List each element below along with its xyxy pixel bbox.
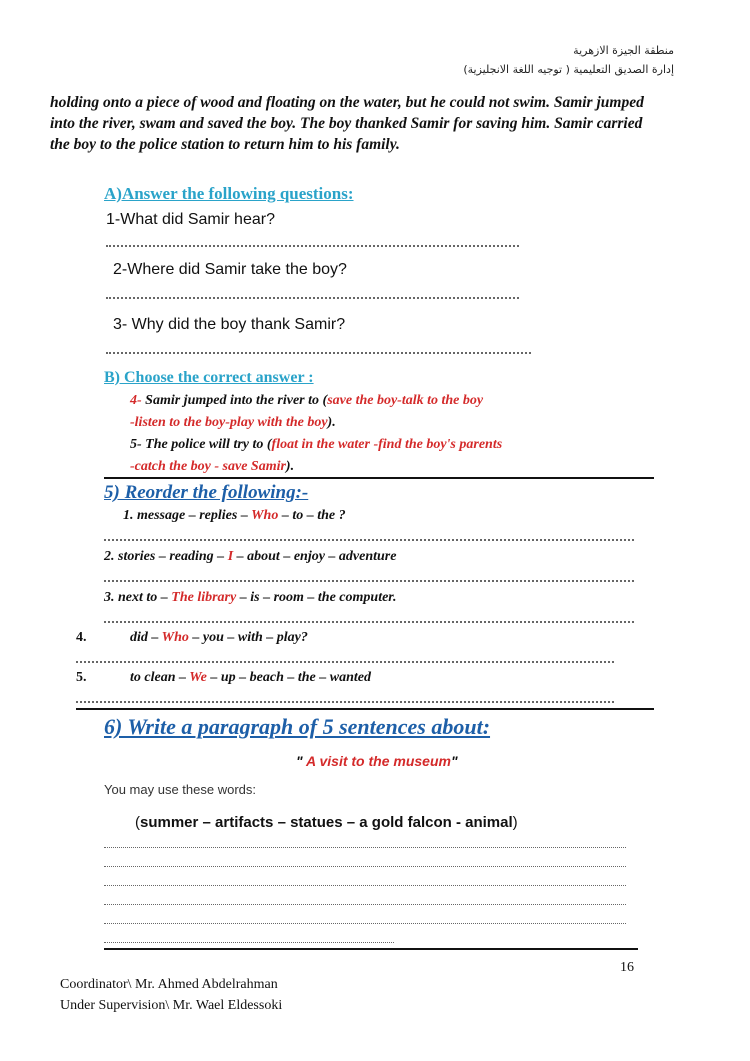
reorder-words: did –: [130, 630, 162, 645]
reorder-answer-line-2[interactable]: [104, 580, 634, 582]
question-1: 1-What did Samir hear?: [106, 211, 275, 228]
writing-line-5[interactable]: [104, 923, 626, 924]
paragraph-topic: [296, 753, 458, 769]
word-bank: [135, 814, 518, 831]
reorder-number-3: 3.: [104, 590, 115, 605]
q5-options-a: float in the water -find the boy's parents: [271, 437, 503, 452]
writing-line-2[interactable]: [104, 866, 626, 867]
reorder-words: – about – enjoy – adventure: [233, 549, 397, 564]
reorder-words: message – replies –: [137, 508, 252, 523]
reorder-answer-line-4[interactable]: [76, 661, 614, 663]
section-divider-5: [76, 708, 654, 710]
reorder-item-5: [130, 670, 371, 686]
reorder-words: – to – the ?: [278, 508, 346, 523]
q5-number: 5-: [130, 437, 142, 452]
footer-supervision: Under Supervision\ Mr. Wael Eldessoki: [60, 998, 283, 1013]
reorder-words: – you – with – play?: [188, 630, 308, 645]
story-paragraph: holding onto a piece of wood and floating on the water, but he could not swim. Samir jumped into the river, swam and saved the boy. The boy thanked Samir for saving him. Samir carried the boy to the police station to return him to his family.: [50, 94, 644, 153]
word-bank-open: (: [135, 814, 140, 831]
section-b-title: B) Choose the correct answer :: [104, 369, 314, 386]
reorder-item-2: [104, 549, 396, 565]
topic-quote-open: ": [296, 753, 307, 769]
question-2: 2-Where did Samir take the boy?: [113, 261, 347, 278]
section-6-title: 6) Write a paragraph of 5 sentences about:: [104, 714, 491, 739]
header-administration: إدارة الصديق التعليمية ( توجيه اللغة الانجليزية): [463, 63, 674, 76]
q4-options-a: save the boy-talk to the boy: [327, 393, 484, 408]
reorder-number-4: 4.: [76, 630, 87, 645]
reorder-answer-line-3[interactable]: [104, 621, 634, 623]
q5-options-b: -catch the boy - save Samir: [130, 459, 286, 474]
section-divider-6: [104, 948, 638, 950]
q4-options-b: -listen to the boy-play with the boy: [130, 415, 328, 430]
q5-stem: The police will try to (: [145, 437, 272, 452]
q5-close: ).: [285, 459, 295, 474]
reorder-number-5: 5.: [76, 670, 87, 685]
word-bank-close: ): [512, 814, 518, 831]
topic-text: A visit to the museum: [306, 753, 451, 769]
reorder-number-2: 2.: [104, 549, 115, 564]
reorder-red-word: I: [227, 549, 234, 564]
hint-text: You may use these words:: [104, 782, 256, 797]
reorder-item-4: [130, 630, 308, 646]
writing-line-3[interactable]: [104, 885, 626, 886]
reorder-answer-line-5[interactable]: [76, 701, 614, 703]
header-district: منطقة الجيزة الازهرية: [573, 44, 674, 57]
mc-question-5: [130, 434, 650, 478]
reorder-red-word: The library: [171, 590, 237, 605]
mc-question-4: [130, 390, 650, 434]
q4-number: 4-: [130, 393, 142, 408]
page-number: 16: [620, 960, 634, 975]
answer-line-2[interactable]: [106, 297, 519, 299]
q4-close: ).: [327, 415, 336, 430]
q4-stem: Samir jumped into the river to (: [145, 393, 328, 408]
reorder-item-3: [104, 590, 396, 606]
answer-line-3[interactable]: [106, 352, 531, 354]
word-bank-words: summer – artifacts – statues – a gold falcon - animal: [140, 814, 513, 831]
answer-line-1[interactable]: [106, 245, 519, 247]
writing-line-6[interactable]: [104, 942, 394, 943]
reorder-item-1: [123, 508, 346, 524]
section-a-title: A)Answer the following questions:: [104, 184, 354, 203]
reorder-words: to clean –: [130, 670, 190, 685]
writing-line-4[interactable]: [104, 904, 626, 905]
footer-coordinator: Coordinator\ Mr. Ahmed Abdelrahman: [60, 977, 278, 992]
topic-quote-close: ": [450, 753, 458, 769]
reorder-answer-line-1[interactable]: [104, 539, 634, 541]
reorder-red-word: Who: [161, 630, 189, 645]
reorder-number-1: 1.: [123, 508, 134, 523]
question-3: 3- Why did the boy thank Samir?: [113, 316, 346, 333]
reorder-red-word: We: [189, 670, 207, 685]
section-5-title: 5) Reorder the following:-: [104, 482, 309, 503]
reorder-words: – up – beach – the – wanted: [206, 670, 371, 685]
reorder-red-word: Who: [251, 508, 279, 523]
writing-line-1[interactable]: [104, 847, 626, 848]
reorder-words: stories – reading –: [118, 549, 228, 564]
reorder-words: – is – room – the computer.: [236, 590, 397, 605]
section-divider-b: [104, 477, 654, 479]
reorder-words: next to –: [118, 590, 172, 605]
